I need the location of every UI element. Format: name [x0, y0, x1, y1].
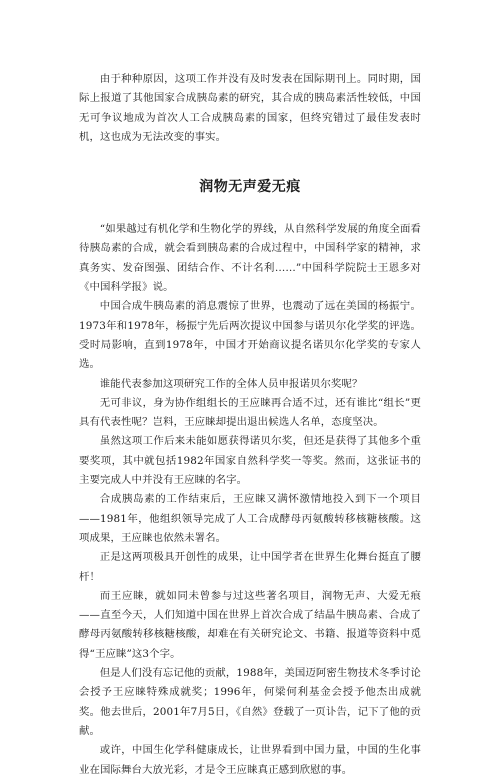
spacer	[79, 147, 421, 177]
section-title: 润物无声爱无痕	[199, 179, 301, 196]
spacer	[79, 197, 421, 220]
paragraph-7: 正是这两项极具开创性的成果，让中国学者在世界生化舞台挺直了腰杆！	[79, 551, 421, 583]
paragraph-8: 而王应睐，就如同未曾参与过这些著名项目，润物无声、大爱无痕——直至今天，人们知道中国在世界上首次合成了结晶牛胰岛素、合成了酵母丙氨酸转移核糖核酸，却难在有关研究论文、书籍、报道等资料中觅得“王应睐”这3个字。	[79, 589, 421, 660]
paragraph-5: 虽然这项工作后来未能如愿获得诺贝尔奖，但还是获得了其他多个重要奖项，其中就包括1982年国家自然科学奖一等奖。然而，这张证书的主要完成人中并没有王应睐的名字。	[79, 435, 421, 487]
paragraph-3: 谁能代表参加这项研究工作的全体人员申报诺贝尔奖呢？	[99, 377, 363, 390]
intro-paragraph: 由于种种原因，这项工作并没有及时发表在国际期刊上。同时期，国际上报道了其他国家合成胰岛素的研究，其合成的胰岛素活性较低，中国无可争议地成为首次人工合成胰岛素的国家，但终究错过了最佳发表时机，这也成为无法改变的事实。	[79, 73, 421, 143]
document-page	[79, 70, 421, 780]
paragraph-10: 或许，中国生化学科健康成长，让世界看到中国力量，中国的生化事业在国际舞台大放光彩，才是令王应睐真正感到欣慰的事。	[79, 744, 421, 776]
paragraph-2: 中国合成牛胰岛素的消息震惊了世界，也震动了远在美国的杨振宁。1973年和1978年，杨振宁先后两次提议中国参与诺贝尔化学奖的评选。受时局影响，直到1978年，中国才开始商议提名诺贝尔化学奖的专家人选。	[79, 300, 421, 371]
paragraph-9: 但是人们没有忘记他的贡献，1988年，美国迈阿密生物技术冬季讨论会授予王应睐特殊成就奖；1996年，何梁何利基金会授予他杰出成就奖。他去世后，2001年7月5日，《自然》登载了一页讣告，记下了他的贡献。	[79, 667, 422, 737]
paragraph-1: “如果越过有机化学和生物化学的界线，从自然科学发展的角度全面看待胰岛素的合成，就会看到胰岛素的合成过程中，中国科学家的精神，求真务实、发奋图强、团结合作、不计名利……”中国科学院院士王恩多对《中国科学报》说。	[79, 223, 421, 294]
paragraph-4: 无可非议，身为协作组组长的王应睐再合适不过，还有谁比“组长”更具有代表性呢？岂料，王应睐却提出退出候选人名单，态度坚决。	[79, 396, 421, 429]
paragraph-6: 合成胰岛素的工作结束后，王应睐又满怀激情地投入到下一个项目——1981年，他组织领导完成了人工合成酵母丙氨酸转移核糖核酸。这项成果，王应睐也依然未署名。	[79, 493, 421, 544]
